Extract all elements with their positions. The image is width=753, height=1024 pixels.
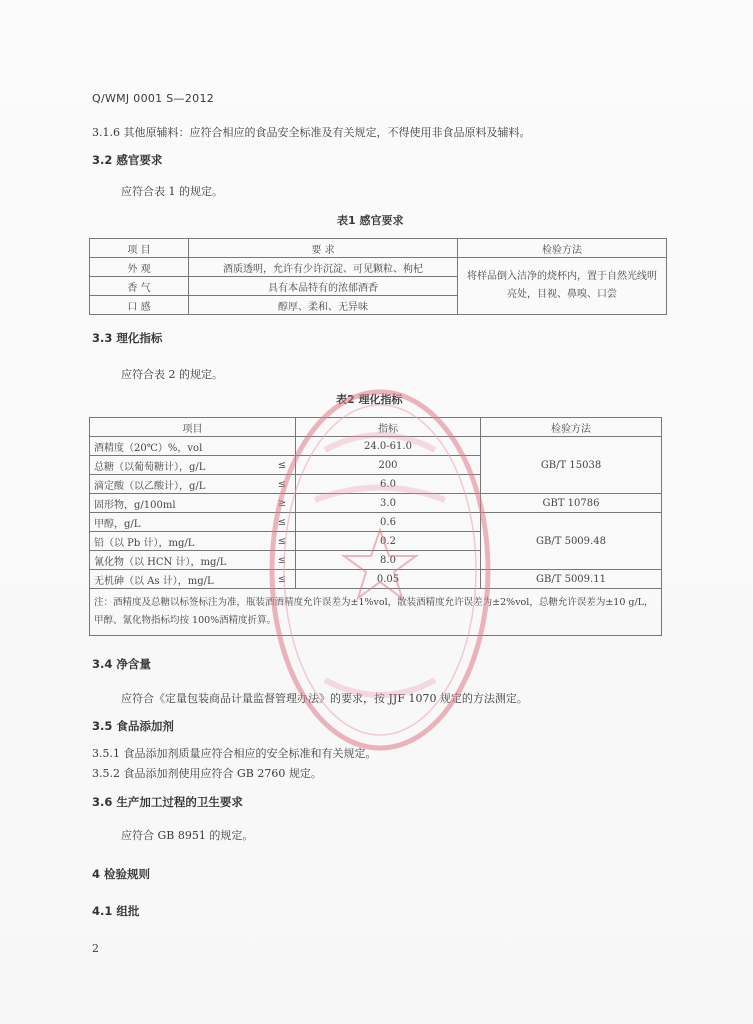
section-3-4-heading: 3.4 净含量: [92, 657, 151, 671]
section-3-6-text: 应符合 GB 8951 的规定。: [121, 829, 254, 842]
section-3-3-text: 应符合表 2 的规定。: [121, 368, 223, 381]
table2-method-gbt15038: GB/T 15038: [481, 437, 662, 494]
table2-row-value: 24.0-61.0: [296, 437, 481, 456]
table1-row-requirement: 醇厚、柔和、无异味: [189, 296, 458, 315]
table2-row-symbol: ≤: [269, 532, 296, 551]
table2-row-symbol: ≤: [269, 456, 296, 475]
table2-method-gbt5009-11: GB/T 5009.11: [481, 570, 662, 589]
table2-method-gbt10786: GBT 10786: [481, 494, 662, 513]
table2-row-symbol: ≤: [269, 513, 296, 532]
table2-row-value: 0.05: [296, 570, 481, 589]
table2-header-method: 检验方法: [481, 418, 662, 437]
table2-row-item: 氰化物（以 HCN 计），mg/L: [90, 551, 270, 570]
page-number: 2: [92, 942, 99, 955]
table1-header-item: 项 目: [90, 239, 189, 258]
table2-method-gbt5009-48: GB/T 5009.48: [481, 513, 662, 570]
table2-row-item: 滴定酸（以乙酸计），g/L: [90, 475, 270, 494]
table2-row-item: 总糖（以葡萄糖计），g/L: [90, 456, 270, 475]
table2-row-value: 200: [296, 456, 481, 475]
table1-caption: 表1 感官要求: [337, 214, 404, 227]
table2-row-item: 甲醇，g/L: [90, 513, 270, 532]
clause-3-5-2: 3.5.2 食品添加剂使用应符合 GB 2760 规定。: [92, 767, 322, 780]
table2-row-symbol: ≤: [269, 570, 296, 589]
clause-3-5-1: 3.5.1 食品添加剂质量应符合相应的安全标准和有关规定。: [92, 747, 377, 760]
section-3-2-heading: 3.2 感官要求: [92, 153, 163, 167]
section-3-6-heading: 3.6 生产加工过程的卫生要求: [92, 795, 243, 809]
table1-header-method: 检验方法: [458, 239, 667, 258]
table1-row-requirement: 酒质透明，允许有少许沉淀、可见颗粒、枸杞: [189, 258, 458, 277]
table1-row-requirement: 具有本品特有的浓郁酒香: [189, 277, 458, 296]
section-3-5-heading: 3.5 食品添加剂: [92, 719, 174, 733]
table2-row-symbol: ≤: [269, 475, 296, 494]
table2-row-item: 无机砷（以 As 计），mg/L: [90, 570, 270, 589]
table1: [89, 238, 667, 315]
table2: [89, 417, 662, 636]
section-4-1-heading: 4.1 组批: [92, 904, 140, 918]
table2-row-item: 固形物，g/100ml: [90, 494, 270, 513]
section-3-3-heading: 3.3 理化指标: [92, 331, 163, 345]
table2-caption: 表2 理化指标: [336, 393, 403, 406]
table1-row-item: 外 观: [90, 258, 189, 277]
section-3-4-text: 应符合《定量包装商品计量监督管理办法》的要求，按 JJF 1070 规定的方法测定。: [121, 692, 528, 705]
table2-note: 注：酒精度及总糖以标签标注为准，瓶装酒酒精度允许误差为±1%vol，散装酒精度允许误差为±2%vol，总糖允许误差为±10 g/L，甲醇、氰化物指标均按 100%酒精度折算。: [90, 589, 662, 636]
section-4-heading: 4 检验规则: [92, 867, 151, 881]
table2-header-value: 指标: [296, 418, 481, 437]
table1-method: 将样品倒入洁净的烧杯内，置于自然光线明亮处，目视、鼻嗅、口尝: [458, 258, 667, 315]
table2-row-item: 铅（以 Pb 计），mg/L: [90, 532, 270, 551]
table2-row-item: 酒精度（20℃）%，vol: [90, 437, 270, 456]
table2-row-value: 0.6: [296, 513, 481, 532]
clause-3-1-6: 3.1.6 其他原辅料：应符合相应的食品安全标准及有关规定，不得使用非食品原料及辅料。: [92, 126, 531, 139]
section-3-2-text: 应符合表 1 的规定。: [121, 185, 223, 198]
table2-row-value: 0.2: [296, 532, 481, 551]
table1-header-requirement: 要 求: [189, 239, 458, 258]
standard-code: Q/WMJ 0001 S—2012: [92, 92, 215, 105]
table2-row-value: 6.0: [296, 475, 481, 494]
table1-row-item: 香 气: [90, 277, 189, 296]
table2-header-item: 项目: [90, 418, 296, 437]
table2-row-symbol: ≤: [269, 551, 296, 570]
table1-row-item: 口 感: [90, 296, 189, 315]
table2-row-value: 3.0: [296, 494, 481, 513]
table2-row-symbol: ≥: [269, 494, 296, 513]
table2-row-value: 8.0: [296, 551, 481, 570]
table2-row-symbol: [269, 437, 296, 456]
